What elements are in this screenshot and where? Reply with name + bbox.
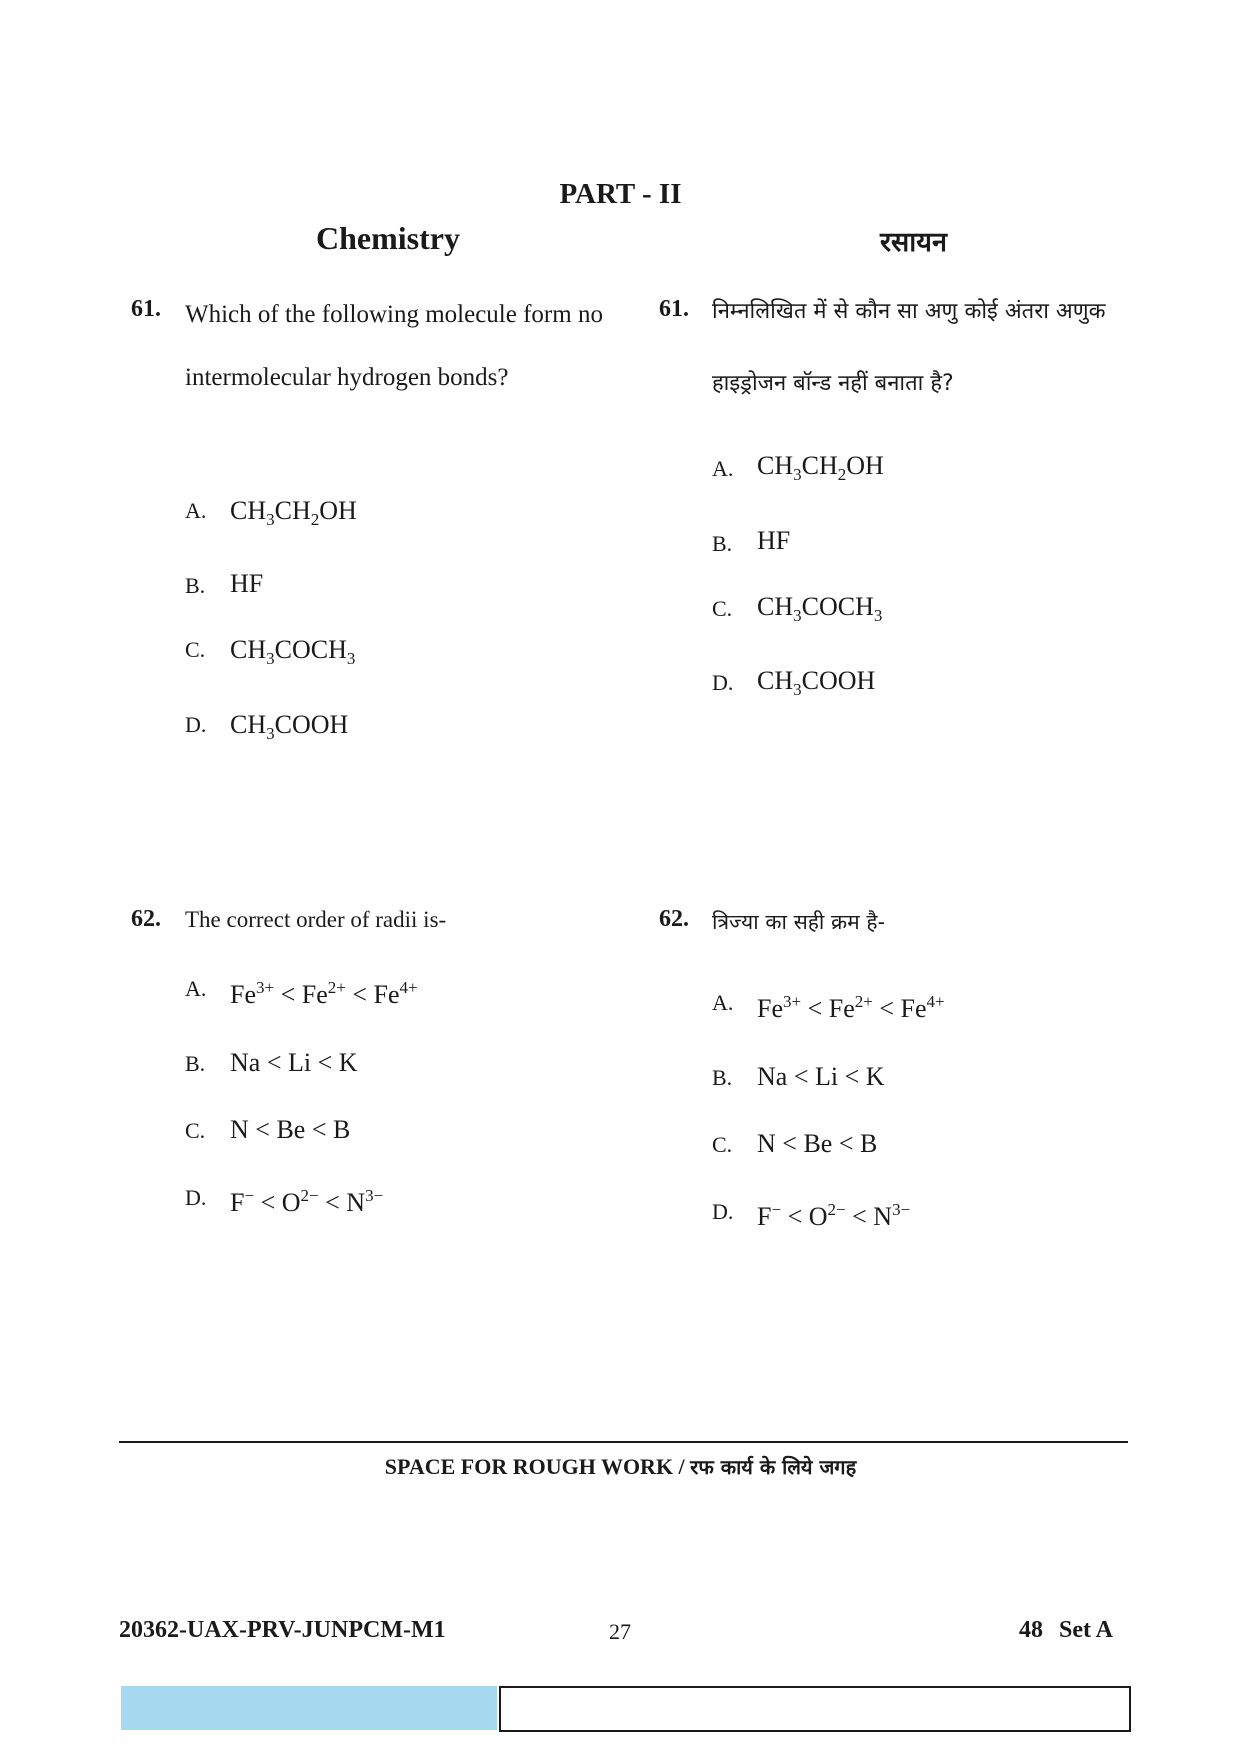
rough-work-heading <box>0 1453 1241 1480</box>
question-62-text-hi: त्रिज्या का सही क्रम है- <box>712 910 886 934</box>
option-label: B. <box>185 573 206 598</box>
question-62-number-en: 62. <box>131 906 161 932</box>
set-number: 48 <box>1019 1617 1043 1643</box>
question-61-number-hi: 61. <box>659 296 689 322</box>
option-text: N < Be < B <box>757 1129 878 1158</box>
option-label: D. <box>712 1199 734 1224</box>
option-label: C. <box>185 637 206 662</box>
option-text: $F^- < O^{2-} < N^{3-}$ <box>230 1186 384 1217</box>
divider-rule <box>119 1441 1128 1443</box>
option-label: C. <box>185 1118 206 1143</box>
question-62-text-en: The correct order of radii is- <box>185 907 447 932</box>
rough-work-hindi: रफ कार्य के लिये जगह <box>690 1455 857 1479</box>
footer-color-bar <box>121 1686 497 1730</box>
option-label: C. <box>712 1132 733 1157</box>
option-label: C. <box>712 596 733 621</box>
part-title: PART - II <box>559 178 682 210</box>
option-text: $CH_3COCH_3$ <box>230 635 356 668</box>
option-text: $Fe^{3+} < Fe^{2+} < Fe^{4+}$ <box>757 992 945 1023</box>
option-text: Na < Li < K <box>757 1062 885 1091</box>
option-label: B. <box>712 1065 733 1090</box>
option-label: A. <box>185 498 207 523</box>
option-label: B. <box>185 1051 206 1076</box>
option-text: $CH_3COCH_3$ <box>757 592 883 625</box>
option-text: $CH_3CH_2OH$ <box>757 451 884 484</box>
option-label: D. <box>185 1185 207 1210</box>
page-number: 27 <box>609 1619 631 1644</box>
question-61-text-hi: निम्नलिखित में से कौन सा अणु कोई अंतरा अणुक हाइड्रोजन बॉन्ड नहीं बनाता है? <box>712 299 1106 396</box>
option-label: B. <box>712 531 733 556</box>
option-text: $Fe^{3+} < Fe^{2+} < Fe^{4+}$ <box>230 978 418 1009</box>
option-text: N < Be < B <box>230 1115 351 1144</box>
subject-title-hindi: रसायन <box>880 227 947 258</box>
option-label: A. <box>712 456 734 481</box>
option-label: A. <box>185 976 207 1001</box>
option-label: D. <box>712 670 734 695</box>
question-61-number-en: 61. <box>131 296 161 322</box>
set-label: Set A <box>1059 1617 1113 1643</box>
rough-work-english: SPACE FOR ROUGH WORK / <box>384 1454 691 1479</box>
set-indicator <box>1019 1617 1113 1644</box>
option-text: $CH_3COOH$ <box>230 710 349 743</box>
subject-title-english: Chemistry <box>316 220 460 256</box>
option-text: HF <box>757 526 791 555</box>
footer-answer-box <box>499 1686 1131 1732</box>
option-label: A. <box>712 990 734 1015</box>
paper-code: 20362-UAX-PRV-JUNPCM-M1 <box>119 1617 446 1643</box>
question-62-number-hi: 62. <box>659 906 689 932</box>
question-61-text-en: Which of the following molecule form no intermolecular hydrogen bonds? <box>185 301 603 391</box>
option-text: Na < Li < K <box>230 1048 358 1077</box>
option-text: HF <box>230 569 264 598</box>
option-text: $CH_3COOH$ <box>757 666 876 699</box>
option-text: $CH_3CH_2OH$ <box>230 496 357 529</box>
option-text: $F^- < O^{2-} < N^{3-}$ <box>757 1200 911 1231</box>
option-label: D. <box>185 712 207 737</box>
